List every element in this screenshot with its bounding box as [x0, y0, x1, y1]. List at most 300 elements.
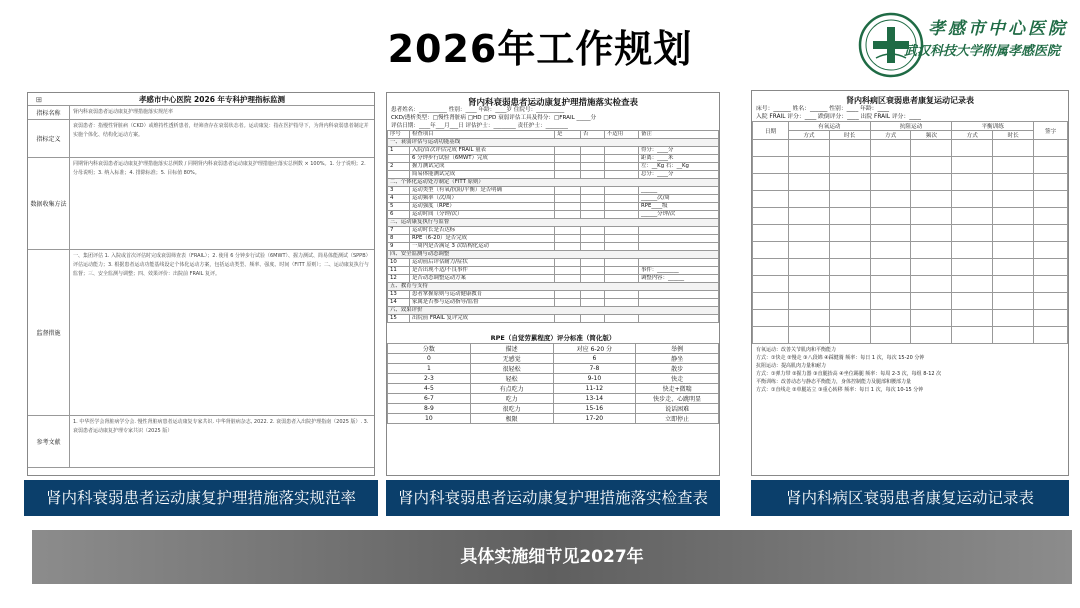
- record-cell: [993, 242, 1034, 259]
- record-cell: [789, 140, 830, 157]
- page-title: 2026年工作规划: [387, 27, 693, 71]
- record-cell: [911, 259, 952, 276]
- rpe-cell: 有点吃力: [470, 384, 553, 394]
- checklist-table: [387, 130, 719, 323]
- record-info-line: 入院 FRAIL 评分：____ 跌倒评分：____ 出院 FRAIL 评分：____: [756, 114, 921, 120]
- checklist-no-cell: [581, 155, 605, 163]
- record-row: [753, 208, 1068, 225]
- checklist-info-line: 患者姓名：__________ 性别：____ 年龄：____岁 住院号：__________: [391, 107, 565, 113]
- record-info-line: 床号：______ 姓名：______ 性别：____ 年龄：____: [756, 106, 890, 112]
- checklist-section-label: 二、个体化运动处方制定（FITT 原则）: [388, 179, 719, 187]
- checklist-row: [388, 187, 719, 195]
- checklist-row-number: 7: [388, 227, 410, 235]
- record-cell: [1034, 276, 1068, 293]
- checklist-row-item: 运动强度（RPE）: [410, 203, 555, 211]
- rpe-cell: 快走: [636, 374, 719, 384]
- rpe-row: [388, 384, 719, 394]
- checklist-row-item: 运动前后评估耐力/症状: [410, 259, 555, 267]
- checklist-na-cell: [605, 299, 639, 307]
- checklist-title: 肾内科衰弱患者运动康复护理措施落实检查表: [467, 98, 638, 108]
- record-cell: [789, 327, 830, 344]
- record-row: [753, 140, 1068, 157]
- record-cell: [870, 174, 911, 191]
- checklist-header-cell: 是: [555, 131, 581, 139]
- record-cell: [789, 225, 830, 242]
- checklist-yes-cell: [555, 267, 581, 275]
- checklist-na-cell: [605, 243, 639, 251]
- record-cell: [829, 242, 870, 259]
- checklist-na-cell: [605, 187, 639, 195]
- record-cell: [829, 174, 870, 191]
- record-cell: [789, 242, 830, 259]
- record-cell: [952, 157, 993, 174]
- record-cell: [870, 276, 911, 293]
- checklist-na-cell: [605, 315, 639, 323]
- checklist-yes-cell: [555, 259, 581, 267]
- record-cell: [753, 293, 789, 310]
- checklist-na-cell: [605, 171, 639, 179]
- record-cell: [1034, 259, 1068, 276]
- checklist-info: [387, 106, 719, 130]
- checklist-header-cell: 备注: [639, 131, 719, 139]
- record-info: [752, 105, 1068, 121]
- rpe-cell: 立即停止: [636, 414, 719, 424]
- record-note-line: 方式：①直线走 ②单腿站立 ③重心转移 频率：每日 1 次，每次 10-15 分钟: [756, 387, 924, 393]
- table-mark-icon: ⊞: [35, 94, 43, 104]
- record-cell: [993, 225, 1034, 242]
- checklist-no-cell: [581, 291, 605, 299]
- checklist-na-cell: [605, 275, 639, 283]
- checklist-row-note: 距离：____米: [639, 155, 719, 163]
- checklist-row-note: 得分：____分: [639, 147, 719, 155]
- checklist-row: [388, 227, 719, 235]
- rpe-row: [388, 354, 719, 364]
- record-cell: [753, 242, 789, 259]
- indicator-row-value: 衰弱患者：指慢性肾脏病（CKD）或维持性透析患者，经筛查存在衰弱状态者。运动康复：指在医护指导下，为肾内科衰弱患者制定并实施个体化、结构化运动方案。: [73, 123, 369, 138]
- checklist-row: [388, 147, 719, 155]
- rpe-header-cell: 对应 6-20 分: [553, 344, 636, 354]
- checklist-yes-cell: [555, 291, 581, 299]
- record-row: [753, 276, 1068, 293]
- record-cell: [753, 208, 789, 225]
- indicator-row: [28, 106, 374, 120]
- checklist-row-note: ______分钟/次: [639, 211, 719, 219]
- record-cell: [870, 191, 911, 208]
- record-header-group: 平衡训练: [952, 122, 1034, 131]
- record-header-sign: 签字: [1034, 122, 1068, 140]
- record-cell: [789, 157, 830, 174]
- checklist-no-cell: [581, 195, 605, 203]
- record-cell: [1034, 225, 1068, 242]
- checklist-yes-cell: [555, 275, 581, 283]
- checklist-row-item: 运动频率（次/周）: [410, 195, 555, 203]
- rpe-cell: 0: [388, 354, 471, 364]
- checklist-row-number: 4: [388, 195, 410, 203]
- rpe-row: [388, 374, 719, 384]
- record-cell: [1034, 293, 1068, 310]
- record-cell: [911, 225, 952, 242]
- checklist-row-item: 患者掌握原则与运动健康教育: [410, 291, 555, 299]
- rpe-cell: 10: [388, 414, 471, 424]
- checklist-yes-cell: [555, 195, 581, 203]
- rpe-row: [388, 414, 719, 424]
- record-cell: [870, 327, 911, 344]
- checklist-yes-cell: [555, 235, 581, 243]
- indicator-row: [28, 120, 374, 158]
- rpe-cell: 快步走、心跳明显: [636, 394, 719, 404]
- record-note-line: 平衡训练：改善动态与静态平衡能力，身体控制能力及腿部和腰部力量: [756, 379, 912, 385]
- rpe-header-cell: 描述: [470, 344, 553, 354]
- checklist-yes-cell: [555, 243, 581, 251]
- rpe-cell: 6: [553, 354, 636, 364]
- rpe-cell: 快走+微喘: [636, 384, 719, 394]
- checklist-row-item: 一周内是否满足 3 次结构化运动: [410, 243, 555, 251]
- checklist-row-number: [388, 155, 410, 163]
- record-cell: [870, 157, 911, 174]
- checklist-yes-cell: [555, 171, 581, 179]
- rpe-cell: 7-8: [553, 364, 636, 374]
- checklist-section-label: 一、衰弱评估与运动功能基线: [388, 139, 719, 147]
- hospital-name: 孝感市中心医院: [928, 19, 1068, 39]
- rpe-cell: 说话困难: [636, 404, 719, 414]
- indicator-row-key: 指标名称: [28, 106, 70, 119]
- checklist-section-label: 六、效果评价: [388, 307, 719, 315]
- checklist-yes-cell: [555, 203, 581, 211]
- record-table: [752, 121, 1068, 344]
- record-cell: [952, 276, 993, 293]
- caption-record: 肾内科病区衰弱患者康复运动记录表: [751, 480, 1069, 516]
- checklist-row-note: ______: [639, 187, 719, 195]
- checklist-row-item: 出院前 FRAIL 复评完成: [410, 315, 555, 323]
- checklist-row-item: 简易体能测试完成: [410, 171, 555, 179]
- checklist-row-number: 11: [388, 267, 410, 275]
- rpe-header-cell: 举例: [636, 344, 719, 354]
- indicator-row-key: 监督措施: [28, 250, 70, 415]
- checklist-section-row: [388, 139, 719, 147]
- record-cell: [870, 225, 911, 242]
- record-cell: [993, 140, 1034, 157]
- checklist-row-item: 6 分钟步行试验（6MWT）完成: [410, 155, 555, 163]
- checklist-row-note: ______次/周: [639, 195, 719, 203]
- checklist-yes-cell: [555, 315, 581, 323]
- record-cell: [870, 208, 911, 225]
- checklist-row-item: 家属是否参与运动指导/监督: [410, 299, 555, 307]
- indicator-document: [27, 92, 375, 476]
- record-cell: [911, 310, 952, 327]
- record-cell: [993, 208, 1034, 225]
- checklist-no-cell: [581, 235, 605, 243]
- checklist-section-row: [388, 251, 719, 259]
- record-cell: [870, 293, 911, 310]
- record-cell: [789, 259, 830, 276]
- checklist-section-label: 四、安全监测与动态调整: [388, 251, 719, 259]
- record-row: [753, 157, 1068, 174]
- record-cell: [870, 140, 911, 157]
- checklist-no-cell: [581, 259, 605, 267]
- record-cell: [870, 259, 911, 276]
- checklist-na-cell: [605, 163, 639, 171]
- checklist-row-item: 握力测试完成: [410, 163, 555, 171]
- checklist-header-cell: 序号: [388, 131, 410, 139]
- record-cell: [1034, 208, 1068, 225]
- rpe-cell: 4-5: [388, 384, 471, 394]
- record-cell: [1034, 327, 1068, 344]
- record-cell: [952, 174, 993, 191]
- checklist-section-row: [388, 283, 719, 291]
- checklist-section-label: 三、运动康复执行与监督: [388, 219, 719, 227]
- record-row: [753, 242, 1068, 259]
- checklist-row-note: [639, 259, 719, 267]
- record-row: [753, 174, 1068, 191]
- checklist-row-item: 运动时长是否达标: [410, 227, 555, 235]
- checklist-row-note: [639, 315, 719, 323]
- checklist-document: [386, 92, 720, 476]
- checklist-row: [388, 299, 719, 307]
- rpe-cell: 很吃力: [470, 404, 553, 414]
- record-cell: [952, 242, 993, 259]
- record-cell: [753, 276, 789, 293]
- checklist-yes-cell: [555, 147, 581, 155]
- record-cell: [829, 157, 870, 174]
- checklist-no-cell: [581, 267, 605, 275]
- record-cell: [829, 191, 870, 208]
- indicator-row: [28, 250, 374, 416]
- checklist-no-cell: [581, 299, 605, 307]
- record-cell: [952, 293, 993, 310]
- checklist-row-number: 15: [388, 315, 410, 323]
- footer-banner: 具体实施细节见2027年: [32, 530, 1072, 584]
- rpe-cell: 很轻松: [470, 364, 553, 374]
- checklist-row-note: 事件：________: [639, 267, 719, 275]
- hospital-subtitle: 武汉科技大学附属孝感医院: [904, 44, 1061, 59]
- checklist-header-cell: 不适用: [605, 131, 639, 139]
- record-cell: [911, 327, 952, 344]
- indicator-row: [28, 158, 374, 250]
- checklist-yes-cell: [555, 299, 581, 307]
- record-cell: [753, 191, 789, 208]
- rpe-cell: 9-10: [553, 374, 636, 384]
- record-row: [753, 225, 1068, 242]
- record-cell: [952, 208, 993, 225]
- rpe-row: [388, 394, 719, 404]
- record-cell: [1034, 174, 1068, 191]
- record-cell: [753, 140, 789, 157]
- checklist-row: [388, 291, 719, 299]
- checklist-na-cell: [605, 155, 639, 163]
- checklist-row-item: 是否出现不适/不良事件: [410, 267, 555, 275]
- checklist-row-number: 5: [388, 203, 410, 211]
- checklist-row-number: 10: [388, 259, 410, 267]
- rpe-cell: 静坐: [636, 354, 719, 364]
- checklist-row-item: 入院/首次评估完成 FRAIL 量表: [410, 147, 555, 155]
- checklist-row-number: 1: [388, 147, 410, 155]
- indicator-row: [28, 416, 374, 468]
- record-cell: [911, 242, 952, 259]
- record-cell: [911, 140, 952, 157]
- record-cell: [829, 276, 870, 293]
- record-cell: [753, 174, 789, 191]
- record-cell: [753, 310, 789, 327]
- checklist-row-number: 14: [388, 299, 410, 307]
- checklist-row-number: [388, 171, 410, 179]
- rpe-row: [388, 364, 719, 374]
- checklist-section-label: 五、教育与支持: [388, 283, 719, 291]
- record-note-line: 有氧运动：改善关节肌肉和平衡能力: [756, 347, 837, 353]
- checklist-na-cell: [605, 195, 639, 203]
- rpe-cell: 2-3: [388, 374, 471, 384]
- record-cell: [789, 208, 830, 225]
- checklist-no-cell: [581, 227, 605, 235]
- record-cell: [870, 242, 911, 259]
- record-cell: [829, 327, 870, 344]
- checklist-row: [388, 267, 719, 275]
- checklist-na-cell: [605, 147, 639, 155]
- checklist-row-number: 9: [388, 243, 410, 251]
- checklist-row-note: [639, 227, 719, 235]
- record-cell: [829, 293, 870, 310]
- indicator-doc-header: [28, 93, 374, 106]
- record-header-group: 有氧运动: [789, 122, 871, 131]
- checklist-row-note: [639, 235, 719, 243]
- rpe-cell: 极限: [470, 414, 553, 424]
- checklist-row-item: 运动类型（有氧/抗阻/平衡）是否明确: [410, 187, 555, 195]
- checklist-section-row: [388, 179, 719, 187]
- checklist-na-cell: [605, 259, 639, 267]
- indicator-doc-title: 孝感市中心医院 2026 年专科护理指标监测: [138, 94, 286, 104]
- checklist-no-cell: [581, 275, 605, 283]
- rpe-cell: 吃力: [470, 394, 553, 404]
- record-title: 肾内科病区衰弱患者康复运动记录表: [846, 96, 974, 105]
- record-note-line: 方式：①快走 ②慢走 ③八段锦 ④踩健骑 频率：每日 1 次，每次 15-20 分钟: [756, 355, 925, 361]
- checklist-no-cell: [581, 211, 605, 219]
- record-row: [753, 191, 1068, 208]
- record-cell: [753, 225, 789, 242]
- record-cell: [952, 327, 993, 344]
- checklist-yes-cell: [555, 227, 581, 235]
- record-cell: [993, 259, 1034, 276]
- record-notes: [752, 344, 1068, 396]
- checklist-row-item: 运动时间（分钟/次）: [410, 211, 555, 219]
- checklist-na-cell: [605, 227, 639, 235]
- record-cell: [789, 276, 830, 293]
- checklist-row-number: 3: [388, 187, 410, 195]
- checklist-no-cell: [581, 243, 605, 251]
- checklist-row-number: 2: [388, 163, 410, 171]
- record-subheader: 时长: [829, 131, 870, 140]
- checklist-row: [388, 171, 719, 179]
- record-cell: [1034, 191, 1068, 208]
- record-cell: [952, 225, 993, 242]
- record-cell: [911, 191, 952, 208]
- record-cell: [993, 157, 1034, 174]
- record-cell: [911, 208, 952, 225]
- record-cell: [753, 327, 789, 344]
- checklist-row-note: 总分：____分: [639, 171, 719, 179]
- record-cell: [753, 157, 789, 174]
- rpe-cell: 6-7: [388, 394, 471, 404]
- rpe-cell: 无感觉: [470, 354, 553, 364]
- record-cell: [911, 174, 952, 191]
- checklist-row-number: 8: [388, 235, 410, 243]
- checklist-yes-cell: [555, 163, 581, 171]
- checklist-row: [388, 163, 719, 171]
- caption-checklist: 肾内科衰弱患者运动康复护理措施落实检查表: [386, 480, 720, 516]
- rpe-cell: 11-12: [553, 384, 636, 394]
- checklist-info-line: CKD/透析类型：□慢性肾脏病 □HD □PD 衰弱评估工具及得分：□FRAIL _____分: [391, 115, 597, 121]
- checklist-row-item: RPE（6-20）是否完成: [410, 235, 555, 243]
- record-cell: [911, 157, 952, 174]
- checklist-yes-cell: [555, 187, 581, 195]
- record-cell: [829, 208, 870, 225]
- record-subheader: 方式: [870, 131, 911, 140]
- record-cell: [829, 259, 870, 276]
- record-cell: [1034, 157, 1068, 174]
- record-cell: [789, 174, 830, 191]
- checklist-row-note: [639, 291, 719, 299]
- checklist-row: [388, 243, 719, 251]
- indicator-rows: [28, 106, 374, 468]
- record-note-line: 方式：①弹力带 ②握力器 ③直腿抬高 ④坐位踢腿 频率：每周 2-3 次，每组 8-12 次: [756, 371, 942, 377]
- checklist-row-note: [639, 299, 719, 307]
- checklist-yes-cell: [555, 155, 581, 163]
- checklist-row: [388, 155, 719, 163]
- record-cell: [870, 310, 911, 327]
- record-row: [753, 259, 1068, 276]
- record-cell: [829, 140, 870, 157]
- record-subheader: 频次: [911, 131, 952, 140]
- record-subheader: 时长: [993, 131, 1034, 140]
- checklist-row-note: [639, 243, 719, 251]
- indicator-row-value: 1. 中华医学会肾脏病学分会. 慢性肾脏病患者运动康复专家共识. 中华肾脏病杂志, 2022. 2. 衰弱患者入出院护理指南（2025 版）. 3. 衰弱患者运动康复护理专家共识（2025 版）: [73, 419, 369, 434]
- checklist-section-row: [388, 219, 719, 227]
- rpe-cell: 13-14: [553, 394, 636, 404]
- checklist-na-cell: [605, 235, 639, 243]
- record-cell: [952, 310, 993, 327]
- checklist-no-cell: [581, 147, 605, 155]
- record-cell: [1034, 242, 1068, 259]
- record-cell: [993, 276, 1034, 293]
- record-cell: [789, 293, 830, 310]
- rpe-cell: 17-20: [553, 414, 636, 424]
- record-cell: [789, 310, 830, 327]
- rpe-cell: 轻松: [470, 374, 553, 384]
- record-row: [753, 327, 1068, 344]
- record-header-date: 日期: [753, 122, 789, 140]
- rpe-row: [388, 404, 719, 414]
- record-cell: [993, 174, 1034, 191]
- checklist-row: [388, 235, 719, 243]
- record-cell: [829, 310, 870, 327]
- record-cell: [1034, 140, 1068, 157]
- record-cell: [911, 276, 952, 293]
- checklist-row-number: 13: [388, 291, 410, 299]
- record-cell: [1034, 310, 1068, 327]
- checklist-no-cell: [581, 187, 605, 195]
- rpe-cell: 散步: [636, 364, 719, 374]
- rpe-cell: 15-16: [553, 404, 636, 414]
- record-cell: [993, 293, 1034, 310]
- record-cell: [952, 140, 993, 157]
- checklist-row-note: RPE____级: [639, 203, 719, 211]
- indicator-row-value: 一、集团评估 1. 入院或首次评估时完成衰弱筛查表（FRAIL）；2. 使用 6 分钟步行试验（6MWT）、握力测试、简易体能测试（SPPB）评估运动能力；3. 根据患者运动功能基线设定个体化运动方案，包括运动类型、频率、强度、时间（FITT 原则）；二、运动康复执行与监督；三、安全监测与调整；四、效果评价：出院前 FRAIL 复评。: [73, 253, 371, 277]
- rpe-cell: 1: [388, 364, 471, 374]
- record-note-line: 抗阻运动：提高肌肉力量和耐力: [756, 363, 827, 369]
- record-cell: [952, 191, 993, 208]
- checklist-yes-cell: [555, 211, 581, 219]
- checklist-info-line: 评估日期：____年___月___日 评估护士：________ 责任护士：________: [391, 123, 568, 129]
- record-cell: [789, 191, 830, 208]
- rpe-cell: 8-9: [388, 404, 471, 414]
